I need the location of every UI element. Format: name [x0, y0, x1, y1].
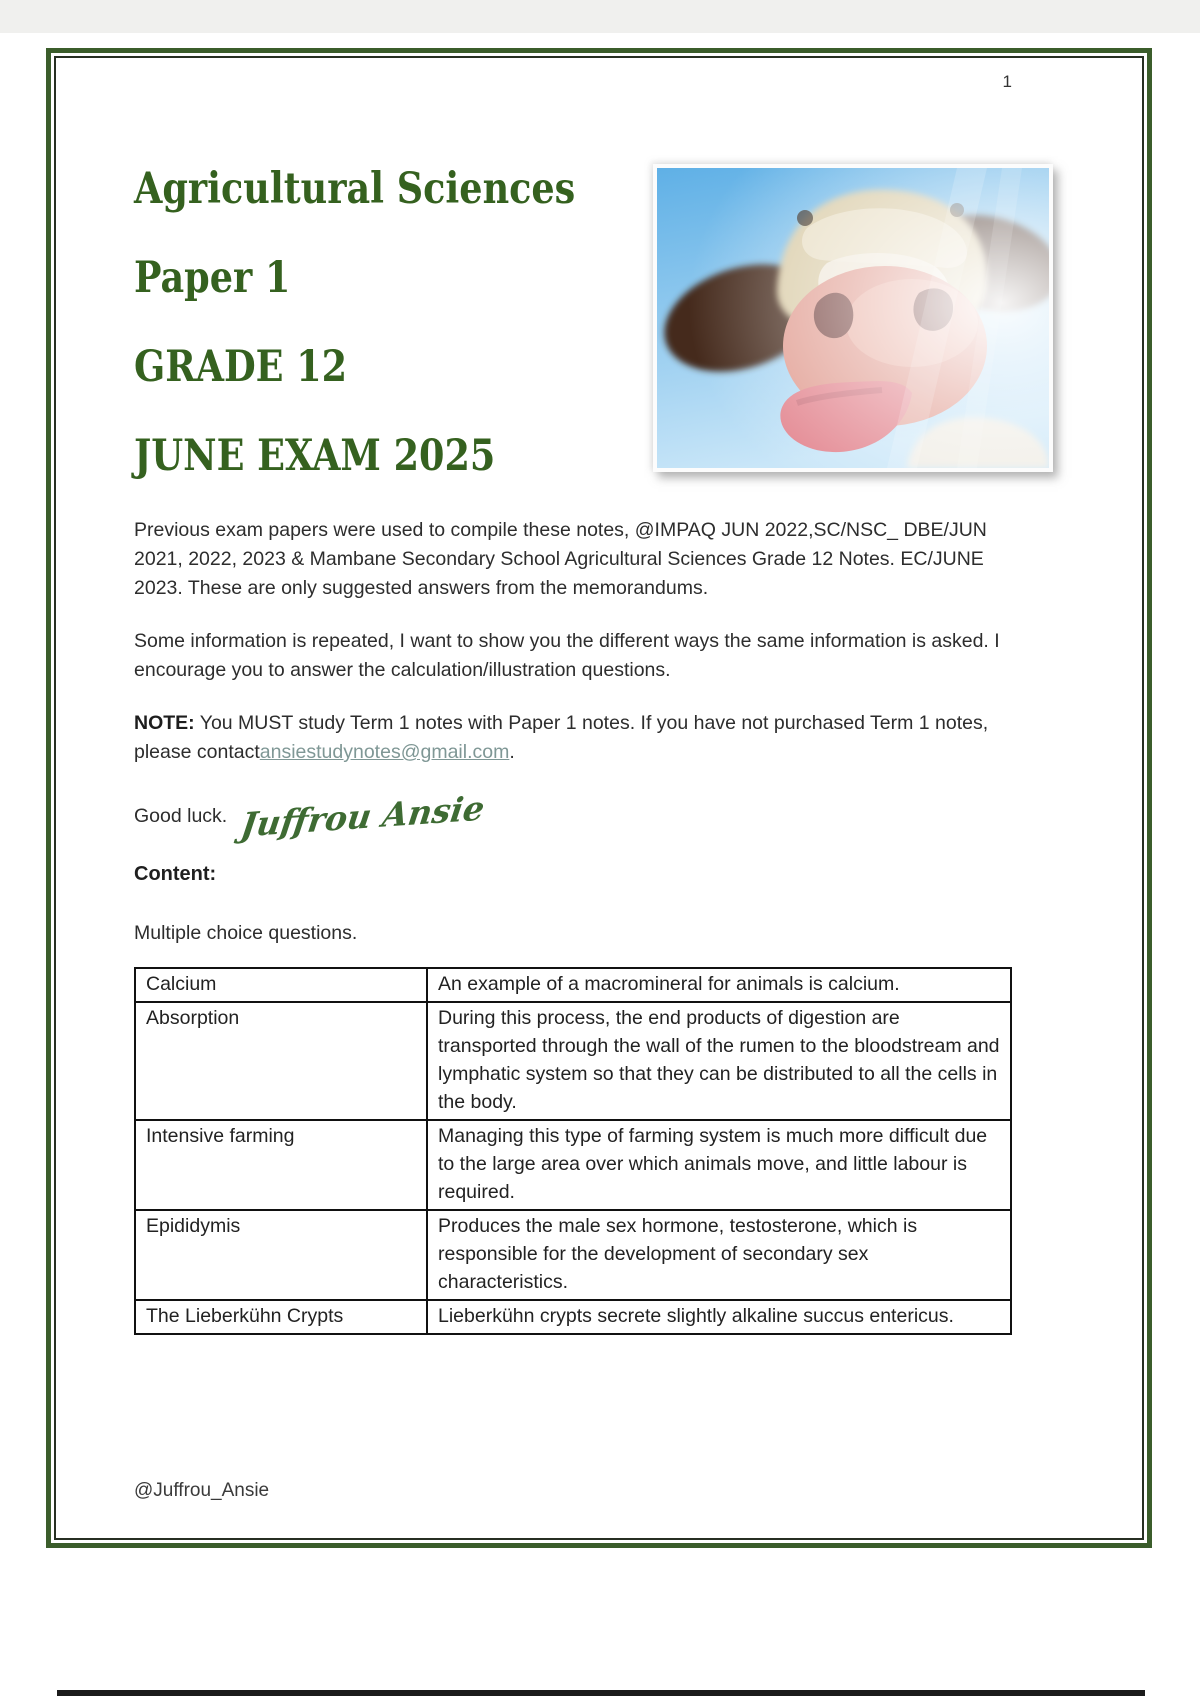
- table-row: [135, 1120, 1011, 1210]
- document-page: [46, 48, 1152, 1548]
- table-row: [135, 1210, 1011, 1300]
- next-page-edge: [57, 1690, 1145, 1696]
- title-block: [134, 164, 653, 481]
- term-cell: Epididymis: [135, 1210, 427, 1300]
- good-luck-label: Good luck.: [134, 804, 228, 827]
- term-cell: Calcium: [135, 968, 427, 1002]
- term-cell: Absorption: [135, 1002, 427, 1120]
- page-border-inner: [54, 56, 1144, 1540]
- table-row: [135, 1300, 1011, 1334]
- cow-photo: [653, 164, 1053, 472]
- signature-juffrou-ansie: Juffrou Ansie: [238, 787, 488, 845]
- title-line-exam: JUNE EXAM 2025: [134, 431, 496, 481]
- author-handle: @Juffrou_Ansie: [134, 1480, 270, 1501]
- good-luck-row: [134, 787, 1012, 845]
- table-row: [135, 968, 1011, 1002]
- term-cell: Intensive farming: [135, 1120, 427, 1210]
- page-number: 1: [1002, 72, 1012, 91]
- title-header-row: [134, 164, 1012, 481]
- definition-cell: Lieberkühn crypts secrete slightly alkaline succus entericus.: [427, 1300, 1011, 1334]
- title-line-grade: GRADE 12: [134, 342, 348, 392]
- table-row: [135, 1002, 1011, 1120]
- repetition-paragraph: Some information is repeated, I want to show you the different ways the same information is asked. I encourage you to answer the calculation/illustration questions.: [134, 630, 1000, 681]
- term-cell: The Lieberkühn Crypts: [135, 1300, 427, 1334]
- email-link[interactable]: ansiestudynotes@gmail.com: [259, 741, 510, 763]
- title-line-paper: Paper 1: [134, 253, 291, 303]
- note-paragraph: [134, 709, 1012, 767]
- page-content: [56, 58, 1142, 1538]
- note-text: You MUST study Term 1 notes with Paper 1 notes. If you have not purchased Term 1 notes, please contact: [134, 712, 989, 763]
- viewer-top-strip: [0, 0, 1200, 33]
- title-line-subject: Agricultural Sciences: [134, 164, 576, 214]
- definition-cell: Managing this type of farming system is much more difficult due to the large area over which animals move, and little labour is required.: [427, 1120, 1011, 1210]
- intro-paragraph: Previous exam papers were used to compile these notes, @IMPAQ JUN 2022,SC/NSC_ DBE/JUN 2021, 2022, 2023 & Mambane Secondary School Agricultural Sciences Grade 12 Notes. EC/JUNE 2023. These are only suggested answers from the memorandums.: [134, 519, 987, 599]
- terms-definitions-table: [134, 967, 1012, 1335]
- definition-cell: During this process, the end products of digestion are transported through the wall of the rumen to the bloodstream and lymphatic system so that they can be distributed to all the cells in the body.: [427, 1002, 1011, 1120]
- note-suffix: .: [509, 741, 515, 763]
- content-heading: Content:: [134, 863, 217, 885]
- definition-cell: Produces the male sex hormone, testosterone, which is responsible for the development of secondary sex characteristics.: [427, 1210, 1011, 1300]
- note-label: NOTE:: [134, 712, 195, 734]
- table-caption: Multiple choice questions.: [134, 922, 358, 944]
- definition-cell: An example of a macromineral for animals is calcium.: [427, 968, 1011, 1002]
